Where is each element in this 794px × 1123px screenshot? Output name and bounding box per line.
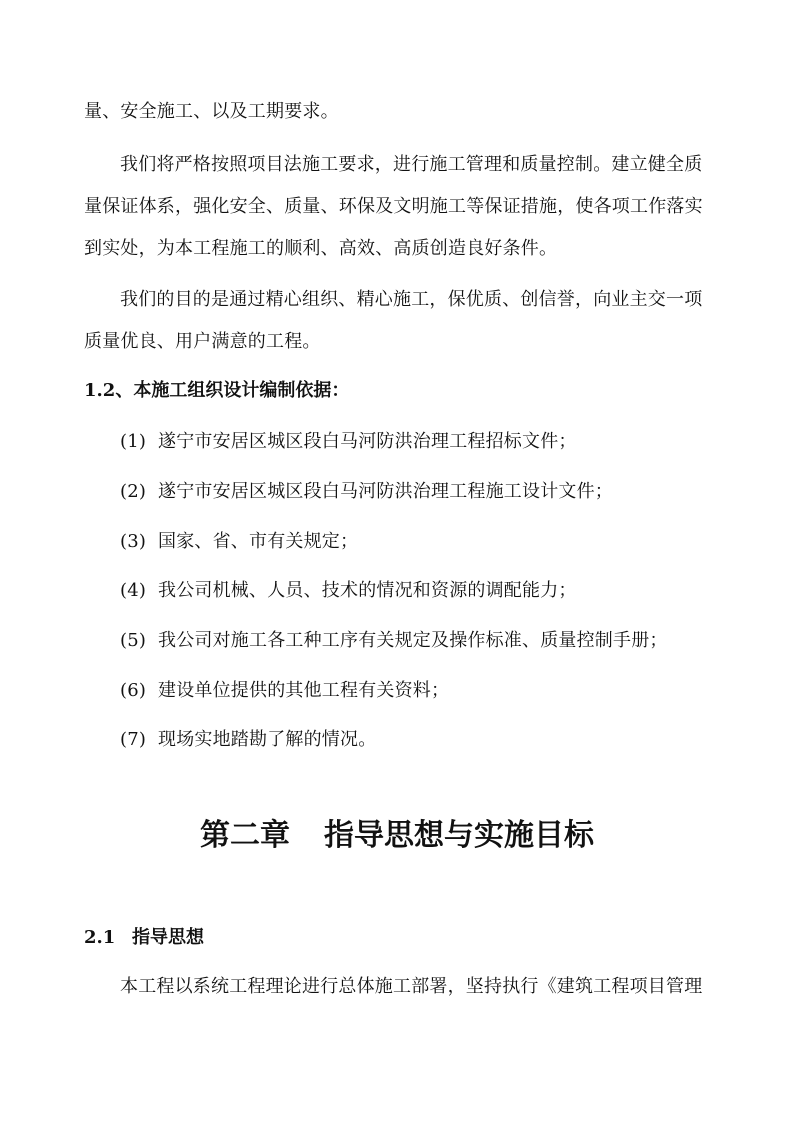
chapter-title: 指导思想与实施目标 <box>324 818 594 853</box>
list-item-text: 建设单位提供的其他工程有关资料； <box>158 680 450 701</box>
chapter-2-heading <box>0 816 794 856</box>
paragraph-2-line-3: 到实处，为本工程施工的顺利、高效、高质创造良好条件。 <box>84 238 558 259</box>
section-2-1-heading <box>84 926 204 950</box>
paragraph-3-line-2: 质量优良、用户满意的工程。 <box>84 331 321 352</box>
basis-list-item-5 <box>120 629 668 653</box>
list-item-number: (2) <box>120 481 147 502</box>
list-item-text: 现场实地踏勘了解的情况。 <box>158 729 377 750</box>
paragraph-2-line-1: 我们将严格按照项目法施工要求，进行施工管理和质量控制。建立健全质 <box>120 154 703 175</box>
basis-list-item-2 <box>120 480 613 504</box>
section-number: 2.1 <box>84 927 116 948</box>
basis-list-item-1 <box>120 430 577 454</box>
basis-list-item-3 <box>120 530 358 554</box>
list-item-text: 遂宁市安居区城区段白马河防洪治理工程招标文件； <box>158 431 577 452</box>
list-item-number: (6) <box>120 680 147 701</box>
list-item-text: 我公司机械、人员、技术的情况和资源的调配能力； <box>158 580 577 601</box>
list-item-text: 我公司对施工各工种工序有关规定及操作标准、质量控制手册； <box>158 630 668 651</box>
list-item-number: (5) <box>120 630 147 651</box>
basis-list-item-6 <box>120 679 449 703</box>
list-item-text: 遂宁市安居区城区段白马河防洪治理工程施工设计文件； <box>158 481 613 502</box>
list-item-number: (1) <box>120 431 147 452</box>
list-item-number: (4) <box>120 580 147 601</box>
paragraph-2-line-2: 量保证体系，强化安全、质量、环保及文明施工等保证措施，使各项工作落实 <box>84 196 703 217</box>
paragraph-3-line-1: 我们的目的是通过精心组织、精心施工，保优质、创信誉，向业主交一项 <box>120 289 703 310</box>
section-1-2-heading: 1.2、本施工组织设计编制依据： <box>84 380 350 401</box>
paragraph-2-1-line-1: 本工程以系统工程理论进行总体施工部署，坚持执行《建筑工程项目管理 <box>120 976 703 997</box>
list-item-text: 国家、省、市有关规定； <box>158 531 359 552</box>
chapter-label: 第二章 <box>200 818 290 853</box>
basis-list-item-7 <box>120 728 376 752</box>
list-item-number: (7) <box>120 729 147 750</box>
list-item-number: (3) <box>120 531 147 552</box>
paragraph-1-line-1: 量、安全施工、以及工期要求。 <box>84 101 339 122</box>
basis-list-item-4 <box>120 579 577 603</box>
section-title: 指导思想 <box>132 927 204 948</box>
